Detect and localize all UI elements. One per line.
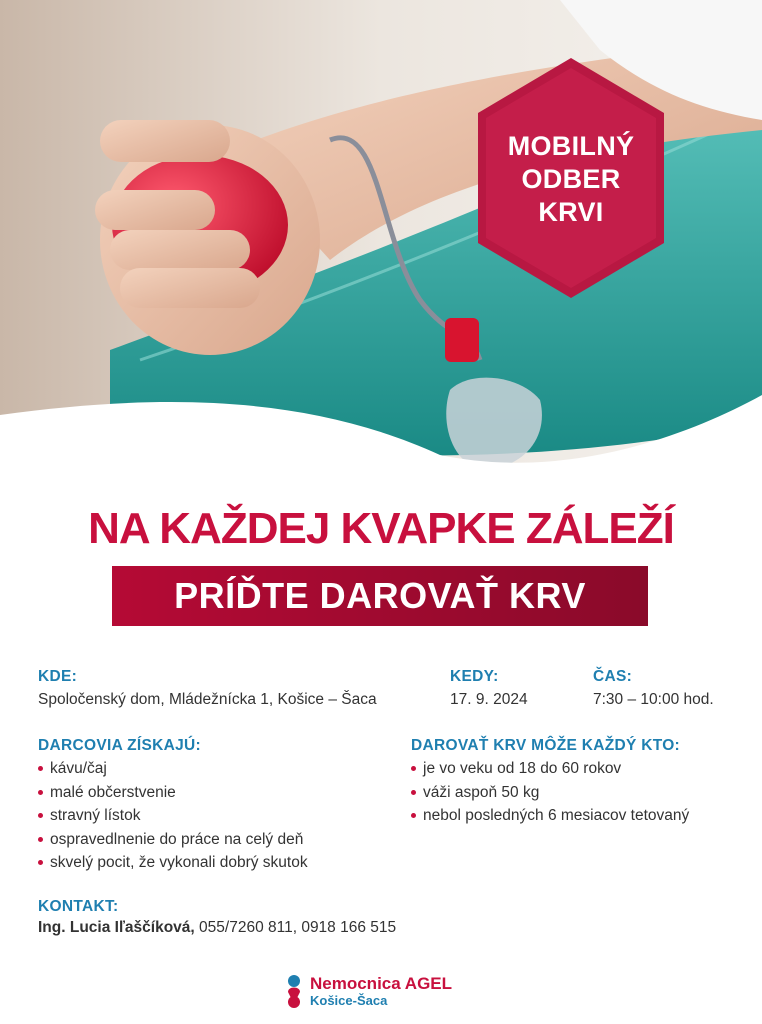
list-item: malé občerstvenie xyxy=(38,781,308,805)
badge-line-3: KRVI xyxy=(538,197,604,227)
time-label: ČAS: xyxy=(593,668,633,685)
subheadline: PRÍĎTE DAROVAŤ KRV xyxy=(174,575,586,616)
donors-get-list xyxy=(38,757,308,875)
list-item: nebol posledných 6 mesiacov tetovaný xyxy=(411,804,689,828)
list-item: váži aspoň 50 kg xyxy=(411,781,689,805)
logo-name: Nemocnica AGEL xyxy=(310,974,453,993)
badge-line-2: ODBER xyxy=(521,164,621,194)
subheadline-box xyxy=(112,566,648,626)
list-item: skvelý pocit, že vykonali dobrý skutok xyxy=(38,851,308,875)
contact-phones: 055/7260 811, 0918 166 515 xyxy=(194,919,397,936)
list-item: je vo veku od 18 do 60 rokov xyxy=(411,757,689,781)
list-item: ospravedlnenie do práce na celý deň xyxy=(38,828,308,852)
when-label: KEDY: xyxy=(450,668,499,685)
badge-line-1: MOBILNÝ xyxy=(507,131,635,161)
badge-text xyxy=(478,130,664,229)
headline: NA KAŽDEJ KVAPKE ZÁLEŽÍ xyxy=(88,504,674,553)
time-value: 7:30 – 10:00 hod. xyxy=(593,691,714,708)
list-item: kávu/čaj xyxy=(38,757,308,781)
who-can-label: DAROVAŤ KRV MÔŽE KAŽDÝ KTO: xyxy=(411,737,681,754)
contact-label: KONTAKT: xyxy=(38,898,119,915)
contact-value xyxy=(38,919,396,937)
who-can-list xyxy=(411,757,689,828)
donors-get-label: DARCOVIA ZÍSKAJÚ: xyxy=(38,737,201,754)
list-item: stravný lístok xyxy=(38,804,308,828)
where-value: Spoločenský dom, Mládežnícka 1, Košice – Šaca xyxy=(38,691,377,708)
contact-name: Ing. Lucia Iľaščíková, xyxy=(38,919,195,936)
where-label: KDE: xyxy=(38,668,78,685)
logo-subtitle: Košice-Šaca xyxy=(310,993,388,1008)
when-value: 17. 9. 2024 xyxy=(450,691,528,708)
